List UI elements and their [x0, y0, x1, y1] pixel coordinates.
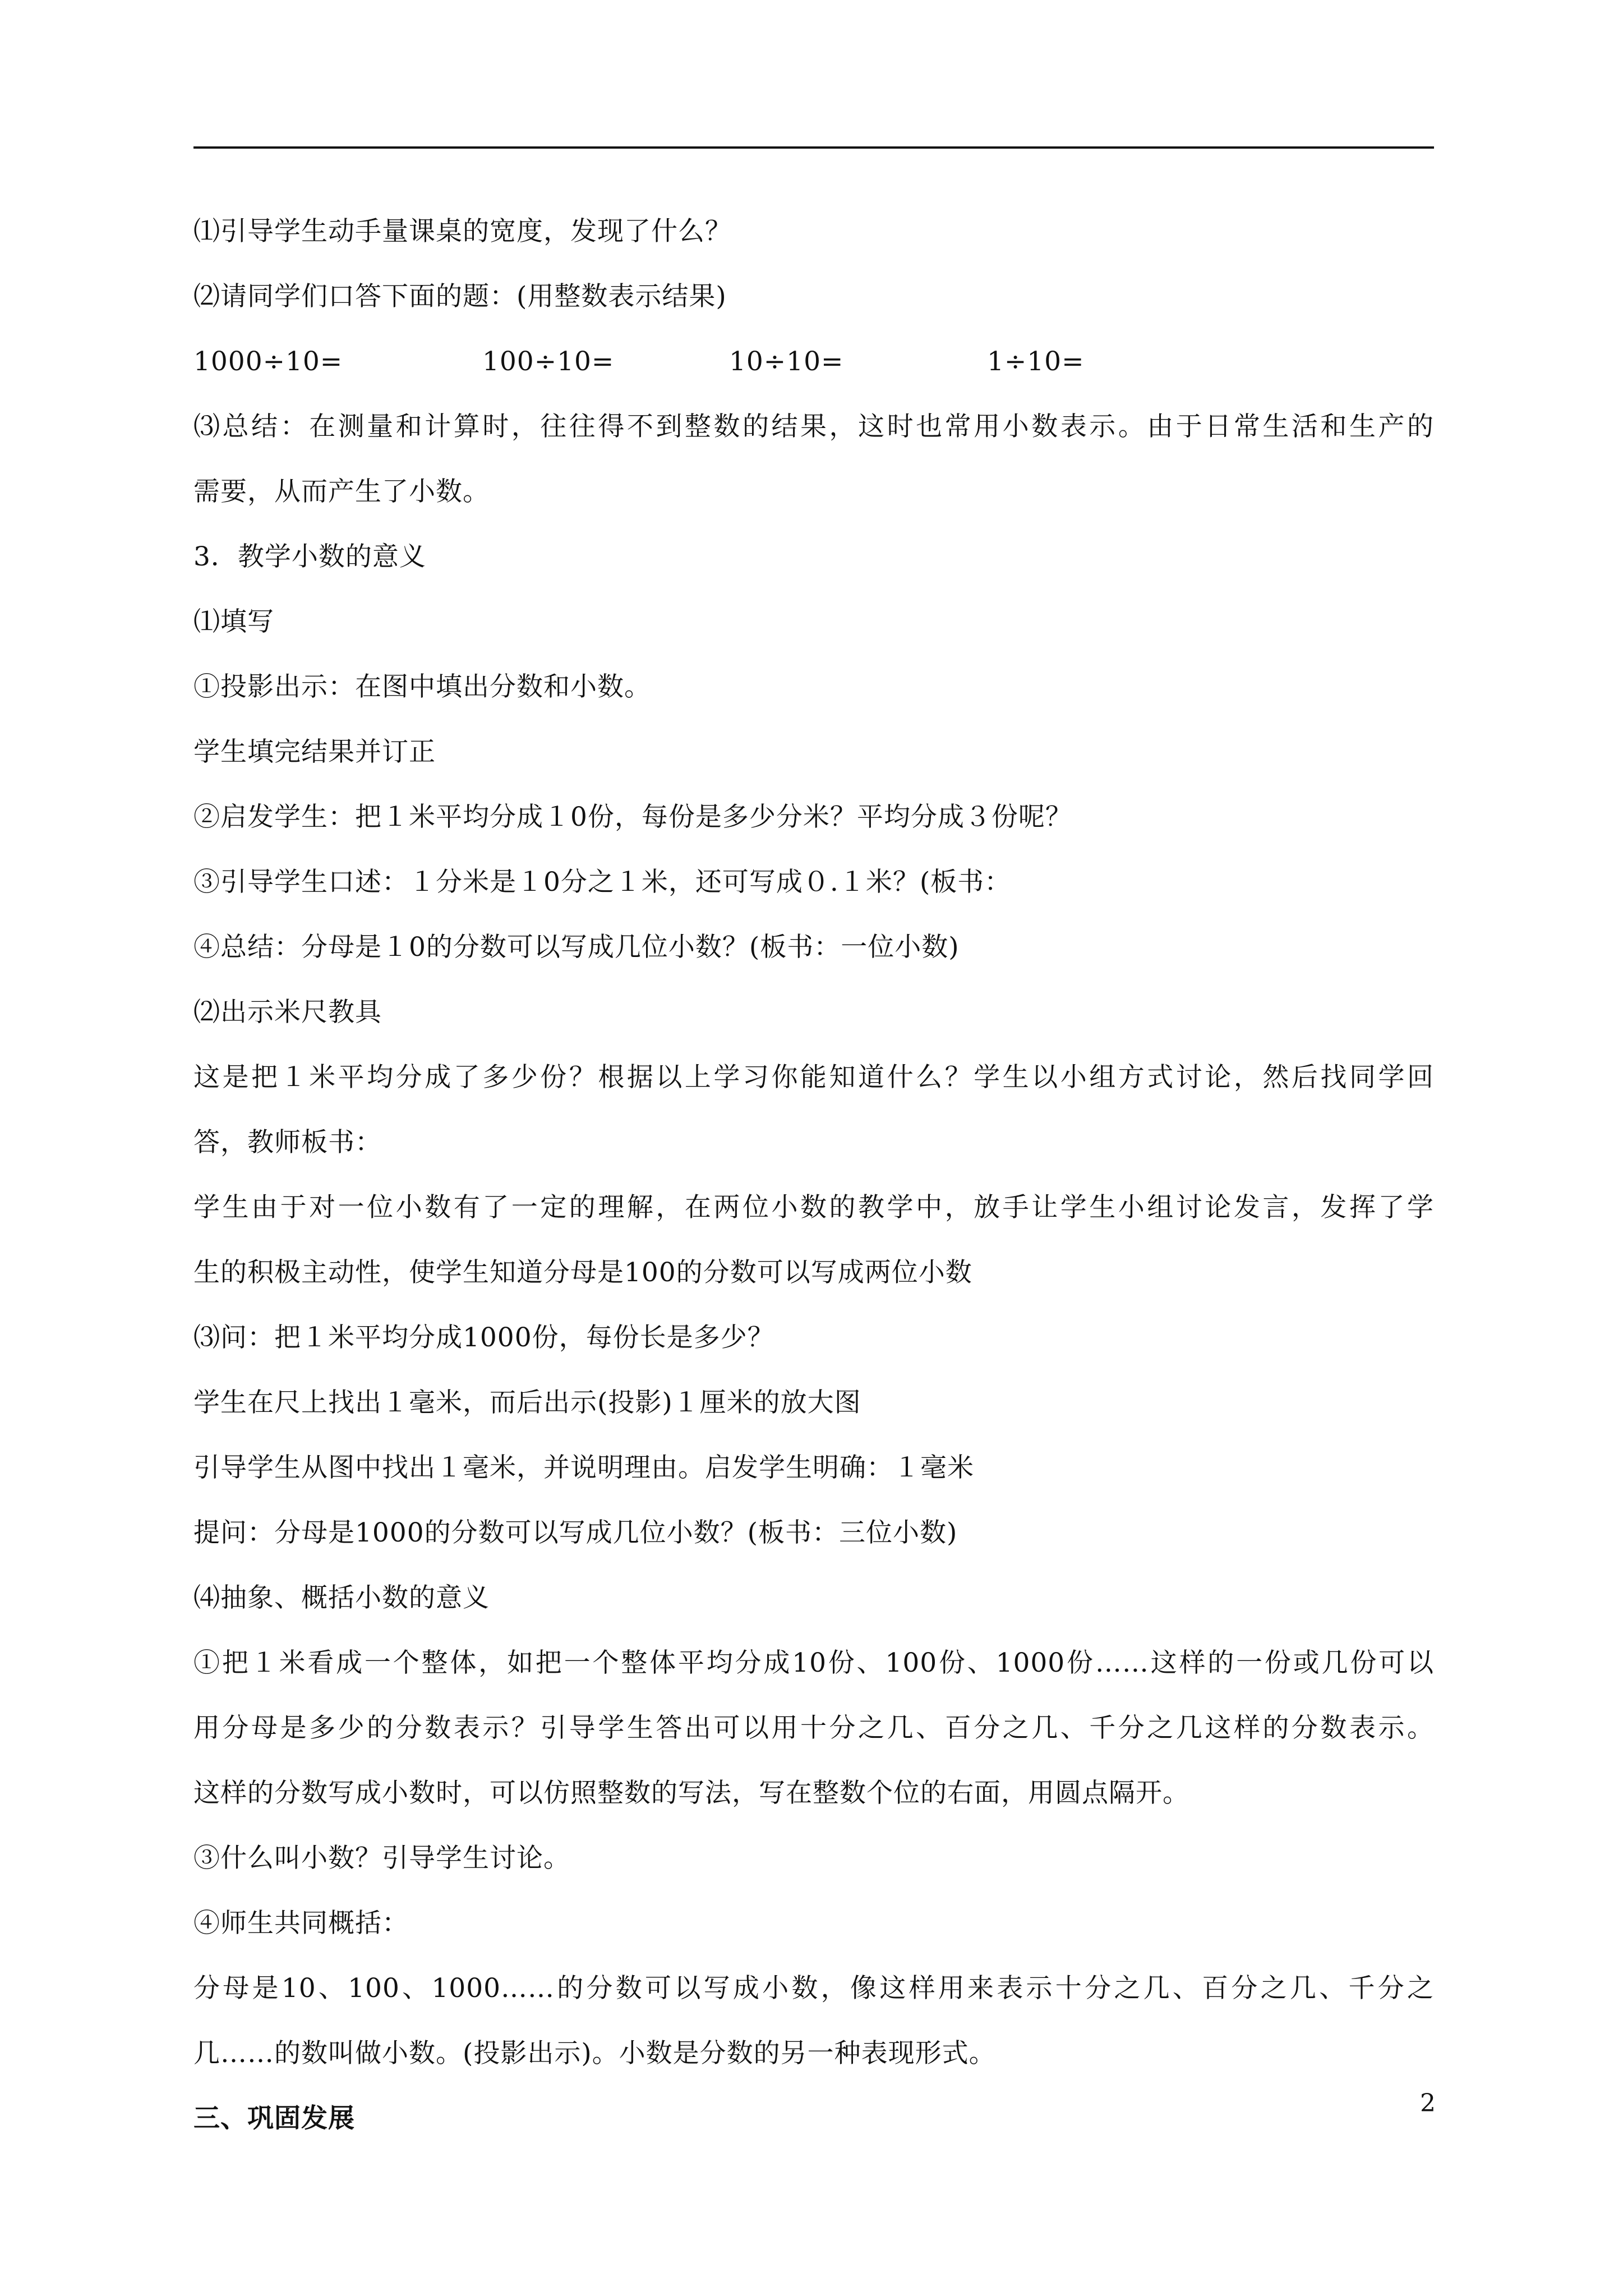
section-heading: 三、巩固发展	[193, 2103, 355, 2134]
paragraph: ⑵出示米尺教具	[193, 997, 382, 1028]
paragraph: ⑴填写	[193, 606, 274, 637]
paragraph: 3．教学小数的意义	[193, 541, 426, 572]
paragraph: ⑵请同学们口答下面的题：(用整数表示结果)	[193, 281, 727, 312]
paragraph: ①投影出示：在图中填出分数和小数。	[193, 671, 651, 702]
paragraph: ①把１米看成一个整体，如把一个整体平均分成10份、100份、1000份……这样的一份或几份可以	[193, 1648, 1434, 1678]
paragraph: ④师生共同概括：	[193, 1908, 409, 1939]
paragraph: 学生在尺上找出１毫米，而后出示(投影)１厘米的放大图	[193, 1387, 861, 1418]
paragraph: ③什么叫小数？引导学生讨论。	[193, 1843, 570, 1874]
paragraph: 这样的分数写成小数时，可以仿照整数的写法，写在整数个位的右面，用圆点隔开。	[193, 1778, 1189, 1809]
paragraph: 提问：分母是1000的分数可以写成几位小数？(板书：三位小数)	[193, 1517, 958, 1548]
paragraph: 几……的数叫做小数。(投影出示)。小数是分数的另一种表现形式。	[193, 2038, 996, 2069]
paragraph: ②启发学生：把１米平均分成１0份，每份是多少分米？平均分成３份呢？	[193, 802, 1072, 832]
calculation-item: 1000÷10=	[193, 346, 343, 377]
paragraph: 学生填完结果并订正	[193, 737, 436, 767]
paragraph: 需要，从而产生了小数。	[193, 476, 490, 507]
paragraph: 用分母是多少的分数表示？引导学生答出可以用十分之几、百分之几、千分之几这样的分数表示。	[193, 1713, 1434, 1743]
paragraph: 分母是10、100、1000……的分数可以写成小数，像这样用来表示十分之几、百分之几、千分之	[193, 1973, 1434, 2004]
document-body	[193, 199, 1434, 2151]
calculation-row	[193, 329, 1434, 394]
paragraph: ⑴引导学生动手量课桌的宽度，发现了什么？	[193, 216, 732, 247]
calculation-item: 100÷10=	[482, 346, 615, 377]
header-rule	[193, 146, 1434, 149]
paragraph: 引导学生从图中找出１毫米，并说明理由。启发学生明确：１毫米	[193, 1452, 974, 1483]
paragraph: 学生由于对一位小数有了一定的理解，在两位小数的教学中，放手让学生小组讨论发言，发挥了学	[193, 1192, 1434, 1223]
paragraph: 这是把１米平均分成了多少份？根据以上学习你能知道什么？学生以小组方式讨论，然后找同学回	[193, 1062, 1434, 1093]
paragraph: ③引导学生口述：１分米是１0分之１米，还可写成０.１米？(板书：	[193, 867, 1012, 898]
paragraph: ④总结：分母是１0的分数可以写成几位小数？(板书：一位小数)	[193, 932, 960, 963]
paragraph: ⑶问：把１米平均分成1000份，每份长是多少？	[193, 1322, 774, 1353]
paragraph: 答，教师板书：	[193, 1127, 382, 1158]
calculation-item: 10÷10=	[729, 346, 844, 377]
page-number: 2	[1420, 2089, 1436, 2118]
paragraph: 生的积极主动性，使学生知道分母是100的分数可以写成两位小数	[193, 1257, 972, 1288]
paragraph: ⑷抽象、概括小数的意义	[193, 1582, 490, 1613]
calculation-item: 1÷10=	[987, 346, 1085, 377]
paragraph: ⑶总结：在测量和计算时，往往得不到整数的结果，这时也常用小数表示。由于日常生活和生产的	[193, 411, 1434, 442]
